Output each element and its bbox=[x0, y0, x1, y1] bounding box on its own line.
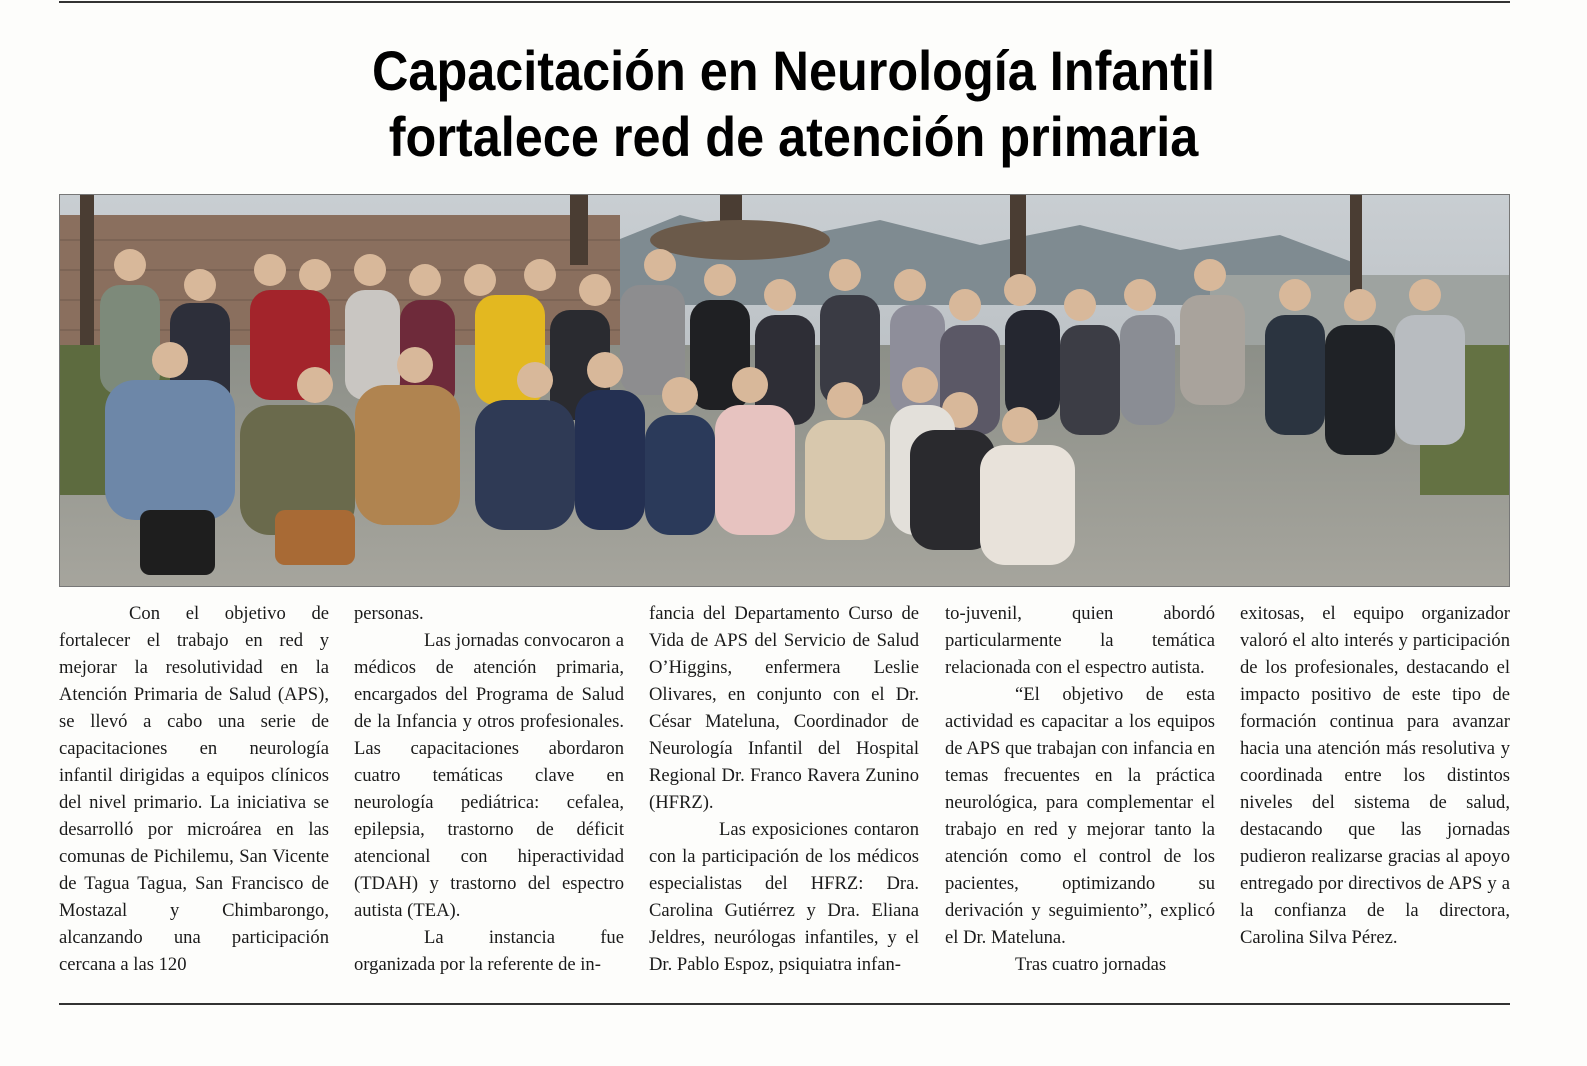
article-paragraph: Con el objetivo de fortalecer el trabajo en red y mejorar la resolutividad en la Atención Primaria de Salud (APS), se llevó a cabo una serie de capacitaciones en neurología infantil dirigidas a equipos clínicos del nivel primario. La iniciativa se desarrolló por microárea en las comunas de Pichilemu, San Vicente de Tagua Tagua, San Francisco de Mostazal y Chimbarongo, alcanzando una participación cercana a las 120 bbox=[59, 603, 329, 975]
article-paragraph: Las jornadas convocaron a médicos de atención primaria, encargados del Programa de Salud de la Infancia y otros profesionales. Las capacitaciones abordaron cuatro temáticas clave en neurología pediátrica: cefalea, epilepsia, trastorno de déficit atencional con hiperactividad (TDAH) y trastorno del espectro autista (TEA). bbox=[354, 630, 624, 921]
article-paragraph: fancia del Departamento Curso de Vida de APS del Servicio de Salud O’Higgins, enfermera Leslie Olivares, en conjunto con el Dr. César Mateluna, Coordinador de Neurología Infantil del Hospital Regional Dr. Franco Ravera Zunino (HFRZ). bbox=[649, 603, 919, 813]
article-paragraph: Tras cuatro jornadas bbox=[1015, 954, 1167, 975]
article-column-1 bbox=[59, 600, 329, 978]
headline-line-2: fortalece red de atención primaria bbox=[388, 105, 1199, 168]
bottom-rule bbox=[59, 1003, 1510, 1005]
headline bbox=[79, 38, 1507, 170]
group-photo bbox=[59, 194, 1510, 587]
article-column-4 bbox=[945, 600, 1215, 978]
top-rule bbox=[59, 1, 1510, 3]
article-column-5 bbox=[1240, 600, 1510, 951]
article-paragraph: to-juvenil, quien abordó particularmente la temática relacionada con el espectro autista. bbox=[945, 603, 1215, 678]
article-column-2 bbox=[354, 600, 624, 978]
article-paragraph: Las exposiciones contaron con la participación de los médicos especialistas del HFRZ: Dra. Carolina Gutiérrez y Dra. Eliana Jeldres, neurólogas infantiles, y el Dr. Pablo Espoz, psiquiatra infan- bbox=[649, 819, 919, 975]
headline-line-1: Capacitación en Neurología Infantil bbox=[372, 39, 1215, 102]
article-paragraph: exitosas, el equipo organizador valoró el alto interés y participación de los profesionales, destacando el impacto positivo de este tipo de formación continua para avanzar hacia una atención más resolutiva y coordinada entre los distintos niveles del sistema de salud, destacando que las jornadas pudieron realizarse gracias al apoyo entregado por directivos de APS y a la confianza de la directora, Carolina Silva Pérez. bbox=[1240, 603, 1510, 948]
article-paragraph: personas. bbox=[354, 603, 424, 624]
article-column-3 bbox=[649, 600, 919, 978]
article-paragraph: “El objetivo de esta actividad es capacitar a los equipos de APS que trabajan con infancia en temas frecuentes en la práctica neurológica, para complementar el trabajo en red y mejorar tanto la atención como el control de los pacientes, optimizando su derivación y seguimiento”, explicó el Dr. Mateluna. bbox=[945, 684, 1215, 948]
group-photo-icon bbox=[60, 195, 1510, 587]
article-paragraph: La instancia fue organizada por la referente de in- bbox=[354, 927, 624, 975]
